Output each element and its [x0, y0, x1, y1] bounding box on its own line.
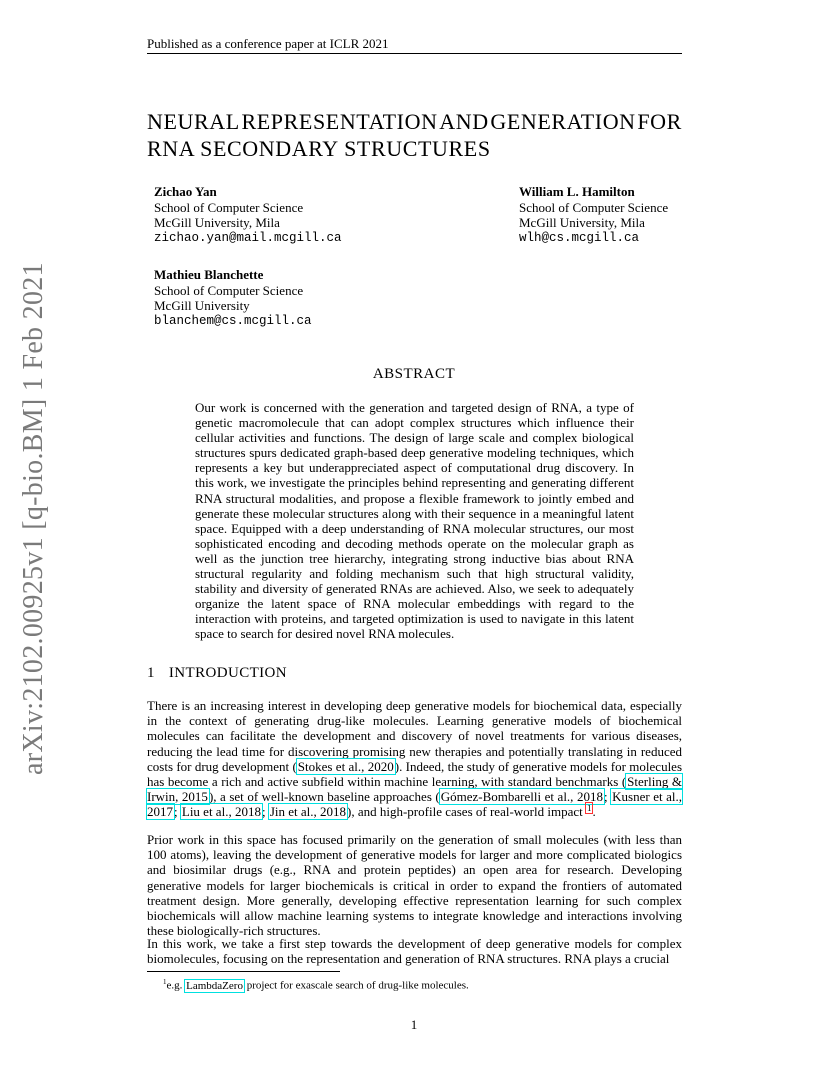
author-institution: McGill University, Mila	[154, 215, 280, 230]
title-word: AND	[439, 109, 489, 134]
title-word: NEURAL	[147, 109, 240, 134]
body-text: ;	[261, 804, 269, 820]
arxiv-identifier: arXiv:2102.00925v1 [q-bio.BM] 1 Feb 2021	[18, 262, 49, 775]
author-block	[154, 267, 312, 329]
title-line-2: RNA SECONDARY STRUCTURES	[147, 136, 491, 161]
author-block	[154, 184, 342, 246]
footnote-text: project for exascale search of drug-like molecules.	[243, 979, 469, 992]
citation-link[interactable]: Sterling & Irwin, 2015	[147, 774, 682, 805]
author-institution: McGill University, Mila	[519, 215, 645, 230]
footnote	[163, 978, 469, 992]
body-text: ;	[174, 804, 181, 820]
author-email[interactable]: wlh@cs.mcgill.ca	[519, 230, 640, 245]
footnote-ref-link[interactable]: 1	[586, 803, 592, 814]
title-word: REPRESENTATION	[241, 109, 438, 134]
author-name: Mathieu Blanchette	[154, 267, 264, 282]
citation-link[interactable]: Stokes et al., 2020	[297, 758, 394, 774]
body-text: ), and high-profile cases of real-world impact	[347, 804, 586, 820]
citation-link[interactable]: Gómez-Bombarelli et al., 2018	[440, 789, 603, 805]
section-number: 1	[147, 665, 155, 681]
footnote-mark: 1	[163, 978, 167, 986]
body-text: ), a set of well-known baseline approaches (	[208, 789, 440, 805]
title-word: GENERATION	[490, 109, 636, 134]
paper-title	[147, 108, 682, 162]
author-department: School of Computer Science	[519, 199, 669, 215]
intro-paragraph-3: In this work, we take a first step towards the development of deep generative models for complex biomolecules, focusing on the representation and generation of RNA structures. RNA plays a crucial	[147, 936, 682, 967]
section-title: INTRODUCTION	[168, 665, 288, 681]
title-word: FOR	[637, 109, 682, 134]
intro-paragraph-2: Prior work in this space has focused primarily on the generation of small molecules (with less than 100 atoms), leaving the development of generative models for larger and more complicated biologics and biosimilar drugs (e.g., RNA and protein peptides) an open area for research. Developing generative models for larger biochemicals is critical in order to expand the frontiers of automated treatment design. More generally, developing effective representation learning for such complex biochemicals will allow machine learning systems to integrate knowledge and interactions involving these biologically-rich structures.	[147, 832, 682, 939]
intro-paragraph-1	[147, 698, 682, 820]
abstract-text: Our work is concerned with the generation and targeted design of RNA, a type of genetic macromolecule that can adopt complex structures which influence their cellular activities and functions. The design of large scale and complex biological structures spurs dedicated graph-based deep generative modeling techniques, which represents a key but underappreciated aspect of computational drug discovery. In this work, we investigate the principles behind representing and generating different RNA structural modalities, and propose a flexible framework to jointly embed and generate these molecular structures along with their sequence in a meaningful latent space. Equipped with a deep understanding of RNA molecular structures, our most sophisticated encoding and decoding methods operate on the molecular graph as well as the junction tree hierarchy, integrating strong inductive bias about RNA structural regularity and folding mechanism such that high structural validity, stability and diversity of generated RNAs are achieved. Also, we seek to adequately organize the latent space of RNA molecular embeddings with regard to the interaction with proteins, and targeted optimization is used to navigate in this latent space to search for desired novel RNA molecules.	[195, 400, 634, 642]
abstract-heading: ABSTRACT	[372, 366, 456, 382]
running-head: Published as a conference paper at ICLR 2021	[147, 36, 389, 51]
header-rule	[147, 53, 682, 54]
author-department: School of Computer Science	[154, 199, 304, 215]
citation-link[interactable]: Kusner et al., 2017	[147, 789, 682, 820]
author-institution: McGill University	[154, 298, 250, 313]
citation-link[interactable]: Jin et al., 2018	[269, 804, 347, 820]
body-text: .	[592, 804, 596, 820]
lambdazero-link[interactable]: LambdaZero	[186, 979, 243, 992]
author-department: School of Computer Science	[154, 282, 304, 298]
author-block	[519, 184, 668, 246]
footnote-text: e.g.	[166, 979, 186, 992]
body-text: There is an increasing interest in developing deep generative models for biochemical data, especially in the context of generating drug-like molecules. Learning generative models of biochemical molecules can facilitate the development and discovery of novel treatments for various diseases, reducing the lead time for discovering promising new therapies and potentially translating in reduced costs for drug development (	[147, 698, 682, 774]
body-text: ;	[603, 789, 612, 805]
section-heading	[147, 665, 287, 682]
page-number: 1	[410, 1017, 418, 1032]
author-email[interactable]: blanchem@cs.mcgill.ca	[154, 313, 312, 328]
author-name: Zichao Yan	[154, 184, 217, 199]
body-text: ). Indeed, the study of generative models for molecules has become a rich and active subfield within machine learning, with standard benchmarks (	[147, 758, 683, 790]
citation-link[interactable]: Liu et al., 2018	[181, 804, 261, 820]
author-name: William L. Hamilton	[519, 184, 635, 199]
author-email[interactable]: zichao.yan@mail.mcgill.ca	[154, 230, 342, 245]
footnote-rule	[147, 971, 340, 972]
